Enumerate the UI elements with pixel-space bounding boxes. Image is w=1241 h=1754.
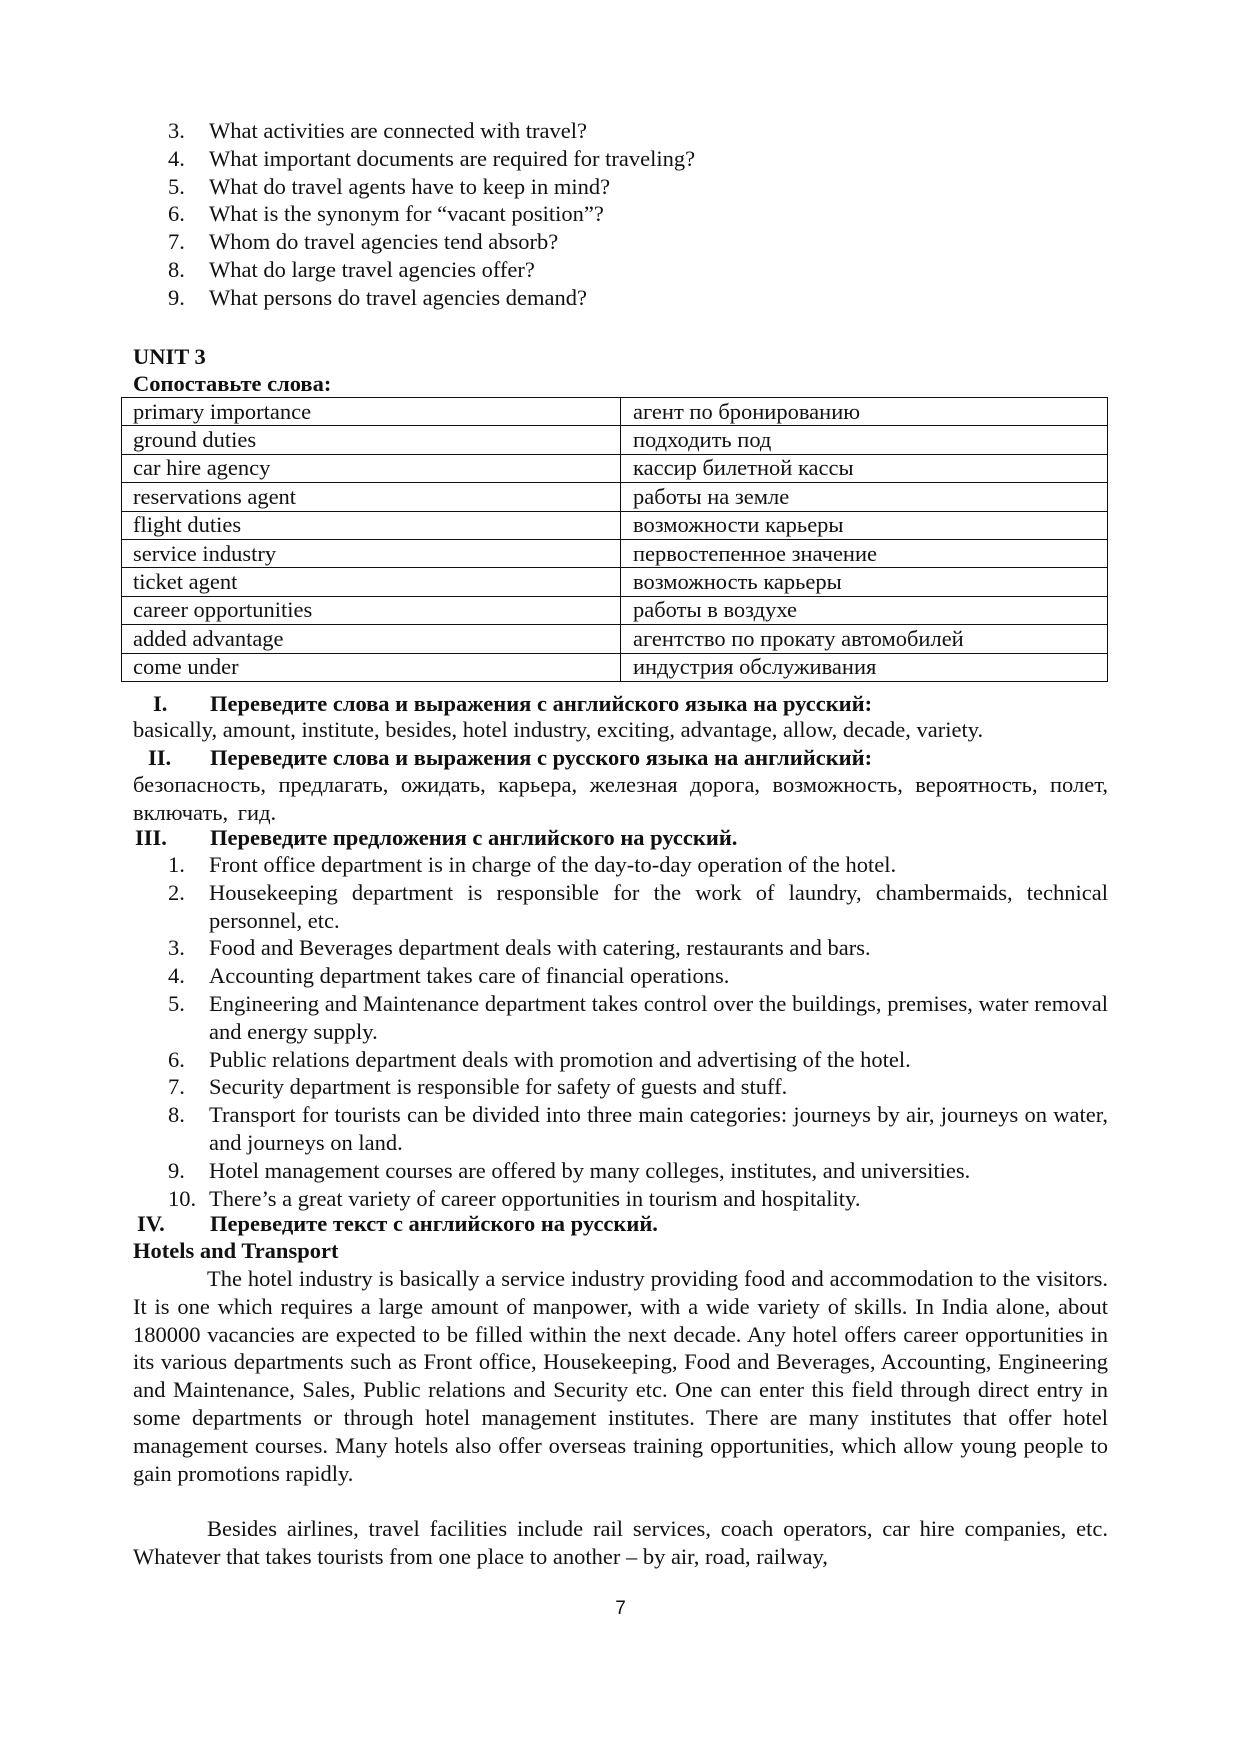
- list-item: [168, 851, 1108, 879]
- cell-russian: работы в воздухе: [621, 596, 1108, 624]
- list-item: [168, 228, 1108, 256]
- unit-title: UNIT 3: [133, 344, 206, 369]
- list-item: [168, 173, 1108, 201]
- cell-russian: возможности карьеры: [621, 511, 1108, 539]
- item-text: Public relations department deals with promotion and advertising of the hotel.: [209, 1046, 911, 1072]
- list-item: [168, 1157, 1108, 1185]
- item-number: 9.: [168, 284, 185, 310]
- cell-english: ground duties: [122, 426, 621, 454]
- table-row: [122, 483, 1108, 511]
- item-text: Housekeeping department is responsible for the work of laundry, chambermaids, technical personnel, etc.: [209, 879, 1108, 933]
- cell-english: flight duties: [122, 511, 621, 539]
- table-row: [122, 568, 1108, 596]
- item-text: There’s a great variety of career opportunities in tourism and hospitality.: [209, 1185, 861, 1211]
- cell-english: career opportunities: [122, 596, 621, 624]
- table-row: [122, 398, 1108, 426]
- cell-russian: кассир билетной кассы: [621, 454, 1108, 482]
- item-number: 7.: [168, 229, 185, 255]
- item-text: What important documents are required for traveling?: [209, 145, 696, 171]
- item-text: What is the synonym for “vacant position”?: [209, 201, 604, 227]
- cell-english: primary importance: [122, 398, 621, 426]
- item-text: What activities are connected with travel?: [209, 118, 587, 143]
- item-number: 6.: [168, 1046, 185, 1072]
- section-heading-1: [153, 690, 872, 718]
- item-text: Security department is responsible for safety of guests and stuff.: [209, 1074, 788, 1100]
- item-number: 5.: [168, 990, 185, 1016]
- item-number: 1.: [168, 852, 185, 877]
- cell-russian: агент по бронированию: [621, 398, 1108, 426]
- item-number: 10.: [168, 1185, 197, 1211]
- cell-english: car hire agency: [122, 454, 621, 482]
- item-number: 6.: [168, 201, 185, 227]
- section-heading-text: Переведите слова и выражения с английского языка на русский:: [210, 691, 873, 716]
- list-item: [168, 1046, 1108, 1074]
- section-heading-text: Переведите текст с английского на русский.: [210, 1211, 658, 1236]
- item-text: Hotel management courses are offered by many colleges, institutes, and universities.: [209, 1157, 971, 1183]
- cell-english: reservations agent: [122, 483, 621, 511]
- list-item: [168, 1101, 1108, 1157]
- sentences-list: [168, 851, 1108, 1212]
- item-text: Front office department is in charge of the day-to-day operation of the hotel.: [209, 852, 897, 877]
- roman-numeral: III.: [135, 825, 167, 850]
- list-item: [168, 200, 1108, 228]
- questions-list: [168, 117, 1108, 312]
- cell-english: added advantage: [122, 625, 621, 653]
- list-item: [168, 117, 1108, 145]
- item-text: What do travel agents have to keep in mind?: [209, 173, 611, 199]
- table-row: [122, 596, 1108, 624]
- cell-english: ticket agent: [122, 568, 621, 596]
- list-item: [168, 1073, 1108, 1101]
- table-row: [122, 539, 1108, 567]
- paragraph: The hotel industry is basically a service industry providing food and accommodation to the visitors. It is one which requires a large amount of manpower, with a wide variety of skills. In India alone, about 180000 vacancies are expected to be filled within the next decade. Any hotel offers career opportunities in its various departments such as Front office, Housekeeping, Food and Beverages, Accounting, Engineering and Maintenance, Sales, Public relations and Security etc. One can enter this field through direct entry in some departments or through hotel management institutes. There are many institutes that offer hotel management courses. Many hotels also offer overseas training opportunities, which allow young people to gain promotions rapidly.: [133, 1266, 1108, 1486]
- roman-numeral: I.: [153, 691, 168, 716]
- item-number: 9.: [168, 1157, 185, 1183]
- item-number: 8.: [168, 1102, 185, 1128]
- item-number: 3.: [168, 118, 185, 143]
- item-text: What do large travel agencies offer?: [209, 256, 535, 282]
- cell-russian: возможность карьеры: [621, 568, 1108, 596]
- table-row: [122, 454, 1108, 482]
- item-text: Accounting department takes care of financial operations.: [209, 963, 730, 989]
- cell-russian: агентство по прокату автомобилей: [621, 625, 1108, 653]
- cell-russian: первостепенное значение: [621, 539, 1108, 567]
- roman-numeral: II.: [148, 745, 172, 770]
- item-number: 2.: [168, 879, 185, 905]
- section-heading-text: Переведите слова и выражения с русского языка на английский:: [210, 745, 873, 770]
- table-row: [122, 511, 1108, 539]
- cell-english: service industry: [122, 539, 621, 567]
- item-text: Food and Beverages department deals with catering, restaurants and bars.: [209, 935, 871, 961]
- cell-russian: индустрия обслуживания: [621, 653, 1108, 681]
- item-number: 5.: [168, 173, 185, 199]
- section-heading-4: [137, 1210, 658, 1238]
- paragraph: Besides airlines, travel facilities include rail services, coach operators, car hire companies, etc. Whatever that takes tourists from one place to another – by air, road, railway,: [133, 1516, 1108, 1569]
- list-item: [168, 1185, 1108, 1213]
- match-heading: Сопоставьте слова:: [133, 371, 332, 396]
- list-item: [168, 990, 1108, 1046]
- item-number: 8.: [168, 256, 185, 282]
- list-item: [168, 962, 1108, 990]
- list-item: [168, 256, 1108, 284]
- roman-numeral: IV.: [137, 1211, 165, 1236]
- item-number: 3.: [168, 935, 185, 961]
- section-heading-3: [135, 824, 737, 852]
- page-number: 7: [615, 1598, 626, 1619]
- item-text: Whom do travel agencies tend absorb?: [209, 229, 559, 255]
- list-item: [168, 879, 1108, 935]
- item-text: What persons do travel agencies demand?: [209, 284, 587, 310]
- section-1-words: basically, amount, institute, besides, hotel industry, exciting, advantage, allow, decade, variety.: [133, 717, 984, 742]
- table-row: [122, 625, 1108, 653]
- match-table: [121, 397, 1108, 682]
- text-title: Hotels and Transport: [133, 1238, 339, 1263]
- list-item: [168, 145, 1108, 173]
- table-row: [122, 426, 1108, 454]
- section-2-words: безопасность, предлагать, ожидать, карьера, железная дорога, возможность, вероятность, полет, включать, гид.: [133, 772, 1108, 825]
- item-text: Transport for tourists can be divided into three main categories: journeys by air, journeys on water, and journeys on land.: [209, 1102, 1108, 1155]
- cell-russian: подходить под: [621, 426, 1108, 454]
- table-row: [122, 653, 1108, 681]
- item-number: 4.: [168, 963, 185, 989]
- section-heading-text: Переведите предложения с английского на русский.: [210, 825, 738, 850]
- cell-russian: работы на земле: [621, 483, 1108, 511]
- section-heading-2: [148, 744, 872, 772]
- item-number: 7.: [168, 1074, 185, 1100]
- item-text: Engineering and Maintenance department takes control over the buildings, premises, water removal and energy supply.: [209, 990, 1108, 1044]
- list-item: [168, 934, 1108, 962]
- list-item: [168, 284, 1108, 312]
- item-number: 4.: [168, 145, 185, 171]
- cell-english: come under: [122, 653, 621, 681]
